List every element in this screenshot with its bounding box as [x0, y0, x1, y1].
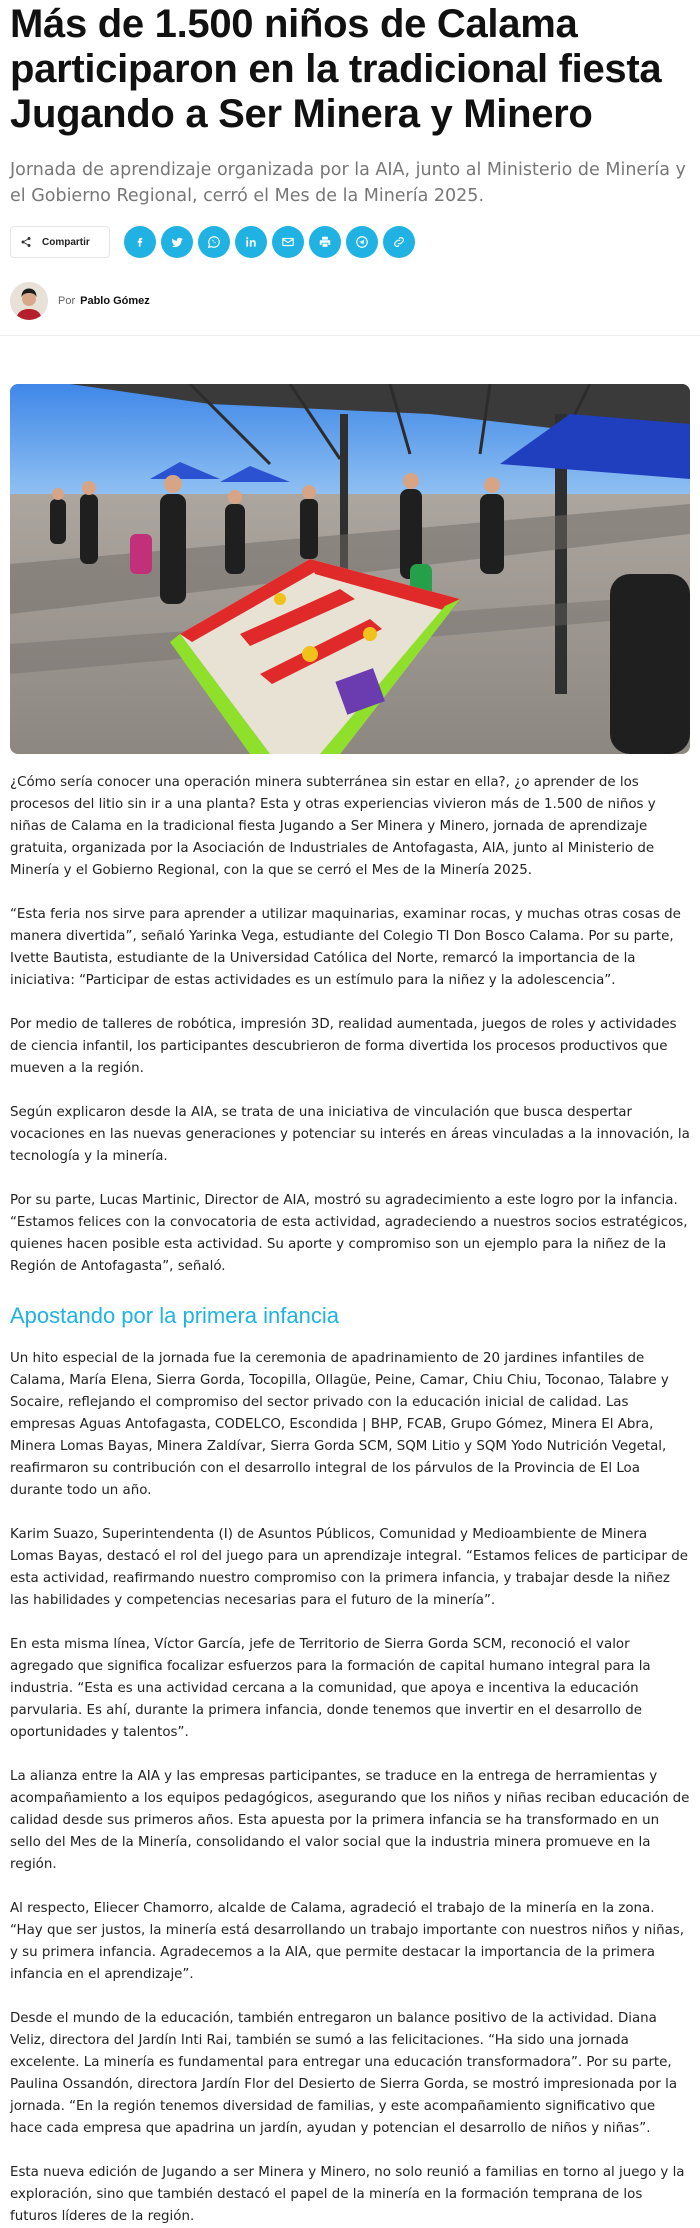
print-icon: [318, 235, 332, 249]
article-body-part1: [10, 772, 690, 1278]
body-paragraph: “Esta feria nos sirve para aprender a utilizar maquinarias, examinar rocas, y muchas otras cosas de manera divertida”, señaló Yarinka Vega, estudiante del Colegio TI Don Bosco Calama. Por su parte, Ivette Bautista, estudiante de la Universidad Católica del Norte, remarcó la importancia de la iniciativa: “Participar de estas actividades es un estímulo para la niñez y la adolescencia”.: [10, 907, 681, 988]
author-prefix: Por: [58, 295, 76, 307]
share-button[interactable]: [10, 226, 110, 258]
body-paragraph: ¿Cómo sería conocer una operación minera subterránea sin estar en ella?, ¿o aprender de los procesos del litio sin ir a una planta? Esta y otras experiencias vivieron más de 1.500 de niños y niñas de Calama en la tradicional fiesta Jugando a Ser Minera y Minero, jornada de aprendizaje gratuita, organizada por la Asociación de Industriales de Antofagasta, AIA, junto al Ministerio de Minería y el Gobierno Regional, con la que se cerró el Mes de la Minería 2025.: [10, 775, 656, 878]
whatsapp-share-button[interactable]: [198, 226, 230, 258]
hero-image: [10, 384, 690, 754]
author-avatar[interactable]: [10, 282, 48, 320]
article-subtitle: Jornada de aprendizaje organizada por la AIA, junto al Ministerio de Minería y el Gobierno Regional, cerró el Mes de la Minería 2025.: [10, 160, 686, 206]
link-icon: [392, 235, 406, 249]
body-paragraph: Al respecto, Eliecer Chamorro, alcalde de Calama, agradeció el trabajo de la minería en la zona. “Hay que ser justos, la minería está desarrollando un trabajo importante con nuestros niños y niñas, y su primera infancia. Agradecemos a la AIA, que permite destacar la importancia de la primera infancia en el aprendizaje”.: [10, 1901, 685, 1982]
body-paragraph: Karim Suazo, Superintendenta (I) de Asuntos Públicos, Comunidad y Medioambiente de Minera Lomas Bayas, destacó el rol del juego para un aprendizaje integral. “Estamos felices de participar de esta actividad, reafirmando nuestro compromiso con la primera infancia, y trabajar desde la niñez las habilidades y competencias necesarias para el futuro de la minería”.: [10, 1527, 688, 1608]
email-share-button[interactable]: [272, 226, 304, 258]
copy-link-button[interactable]: [383, 226, 415, 258]
avatar-portrait-icon: [10, 282, 48, 320]
article-body-part2: [10, 1348, 690, 2228]
body-paragraph: Un hito especial de la jornada fue la ceremonia de apadrinamiento de 20 jardines infantiles de Calama, María Elena, Sierra Gorda, Tocopilla, Ollagüe, Peine, Camar, Chiu Chiu, Toconao, Talabre y Socaire, reflejando el compromiso del sector privado con la educación inicial de calidad. Las empresas Aguas Antofagasta, CODELCO, Escondida | BHP, FCAB, Grupo Gómez, Minera El Abra, Minera Lomas Bayas, Minera Zaldívar, Sierra Gorda SCM, SQM Litio y SQM Yodo Nutrición Vegetal, reafirmaron su contribución con el desarrollo integral de los párvulos de la Provincia de El Loa durante todo un año.: [10, 1351, 669, 1498]
author-byline: [10, 281, 690, 321]
print-share-button[interactable]: [309, 226, 341, 258]
facebook-icon: [133, 235, 147, 249]
telegram-share-button[interactable]: [346, 226, 378, 258]
body-paragraph: En esta misma línea, Víctor García, jefe de Territorio de Sierra Gorda SCM, reconoció el valor agregado que significa focalizar esfuerzos para la formación de capital humano integral para la industria. “Esta es una actividad cercana a la comunidad, que apoya e incentiva la educación parvularia. Es ahí, durante la primera infancia, donde tenemos que invertir en el desarrollo de oportunidades y talentos”.: [10, 1637, 651, 1740]
body-paragraph: La alianza entre la AIA y las empresas participantes, se traduce en la entrega de herramientas y acompañamiento a los equipos pedagógicos, asegurando que los niños y niñas reciban educación de calidad desde sus primeros años. Esta apuesta por la primera infancia se ha transformado en un sello del Mes de la Minería, consolidando el valor social que la industria minera promueve en la región.: [10, 1769, 690, 1872]
body-paragraph: Esta nueva edición de Jugando a ser Minera y Minero, no solo reunió a familias en torno al juego y la exploración, sino que también destacó el papel de la minería en la formación temprana de los futuros líderes de la región.: [10, 2165, 685, 2224]
author-name-link[interactable]: Pablo Gómez: [80, 295, 150, 307]
section-heading: Apostando por la primera infancia: [10, 1303, 339, 1328]
linkedin-share-button[interactable]: [235, 226, 267, 258]
body-paragraph: Según explicaron desde la AIA, se trata de una iniciativa de vinculación que busca despertar vocaciones en las nuevas generaciones y potenciar su interés en áreas vinculadas a la innovación, la tecnología y la minería.: [10, 1105, 690, 1164]
facebook-share-button[interactable]: [124, 226, 156, 258]
twitter-share-button[interactable]: [161, 226, 193, 258]
body-paragraph: Por medio de talleres de robótica, impresión 3D, realidad aumentada, juegos de roles y actividades de ciencia infantil, los participantes descubrieron de forma divertida los procesos productivos que mueven a la región.: [10, 1017, 677, 1076]
linkedin-icon: [244, 235, 258, 249]
article-title: Más de 1.500 niños de Calama participaron en la tradicional fiesta Jugando a Ser Minera y Minero: [10, 2, 662, 136]
body-paragraph: Por su parte, Lucas Martinic, Director de AIA, mostró su agradecimiento a este logro por la infancia. “Estamos felices con la convocatoria de esta actividad, agradeciendo a nuestros socios estratégicos, quienes hacen posible esta actividad. Su aporte y compromiso son un ejemplo para la niñez de la Región de Antofagasta”, señaló.: [10, 1193, 688, 1274]
twitter-icon: [170, 235, 184, 249]
body-paragraph: Desde el mundo de la educación, también entregaron un balance positivo de la actividad. Diana Veliz, directora del Jardín Inti Rai, también se sumó a las felicitaciones. “Ha sido una jornada excelente. La minería es fundamental para entregar una educación transformadora”. Por su parte, Paulina Ossandón, directora Jardín Flor del Desierto de Sierra Gorda, se mostró impresionada por la jornada. “En la región tenemos diversidad de familias, y este acompañamiento significativo que hace cada empresa que apadrina un jardín, ayudan y potencian el desarrollo de niños y niñas”.: [10, 2011, 678, 2136]
telegram-icon: [355, 235, 369, 249]
email-icon: [281, 235, 295, 249]
whatsapp-icon: [207, 235, 221, 249]
share-icon: [20, 236, 32, 248]
share-bar: [10, 225, 690, 259]
share-label: Compartir: [42, 236, 90, 248]
header-divider: [0, 335, 700, 336]
